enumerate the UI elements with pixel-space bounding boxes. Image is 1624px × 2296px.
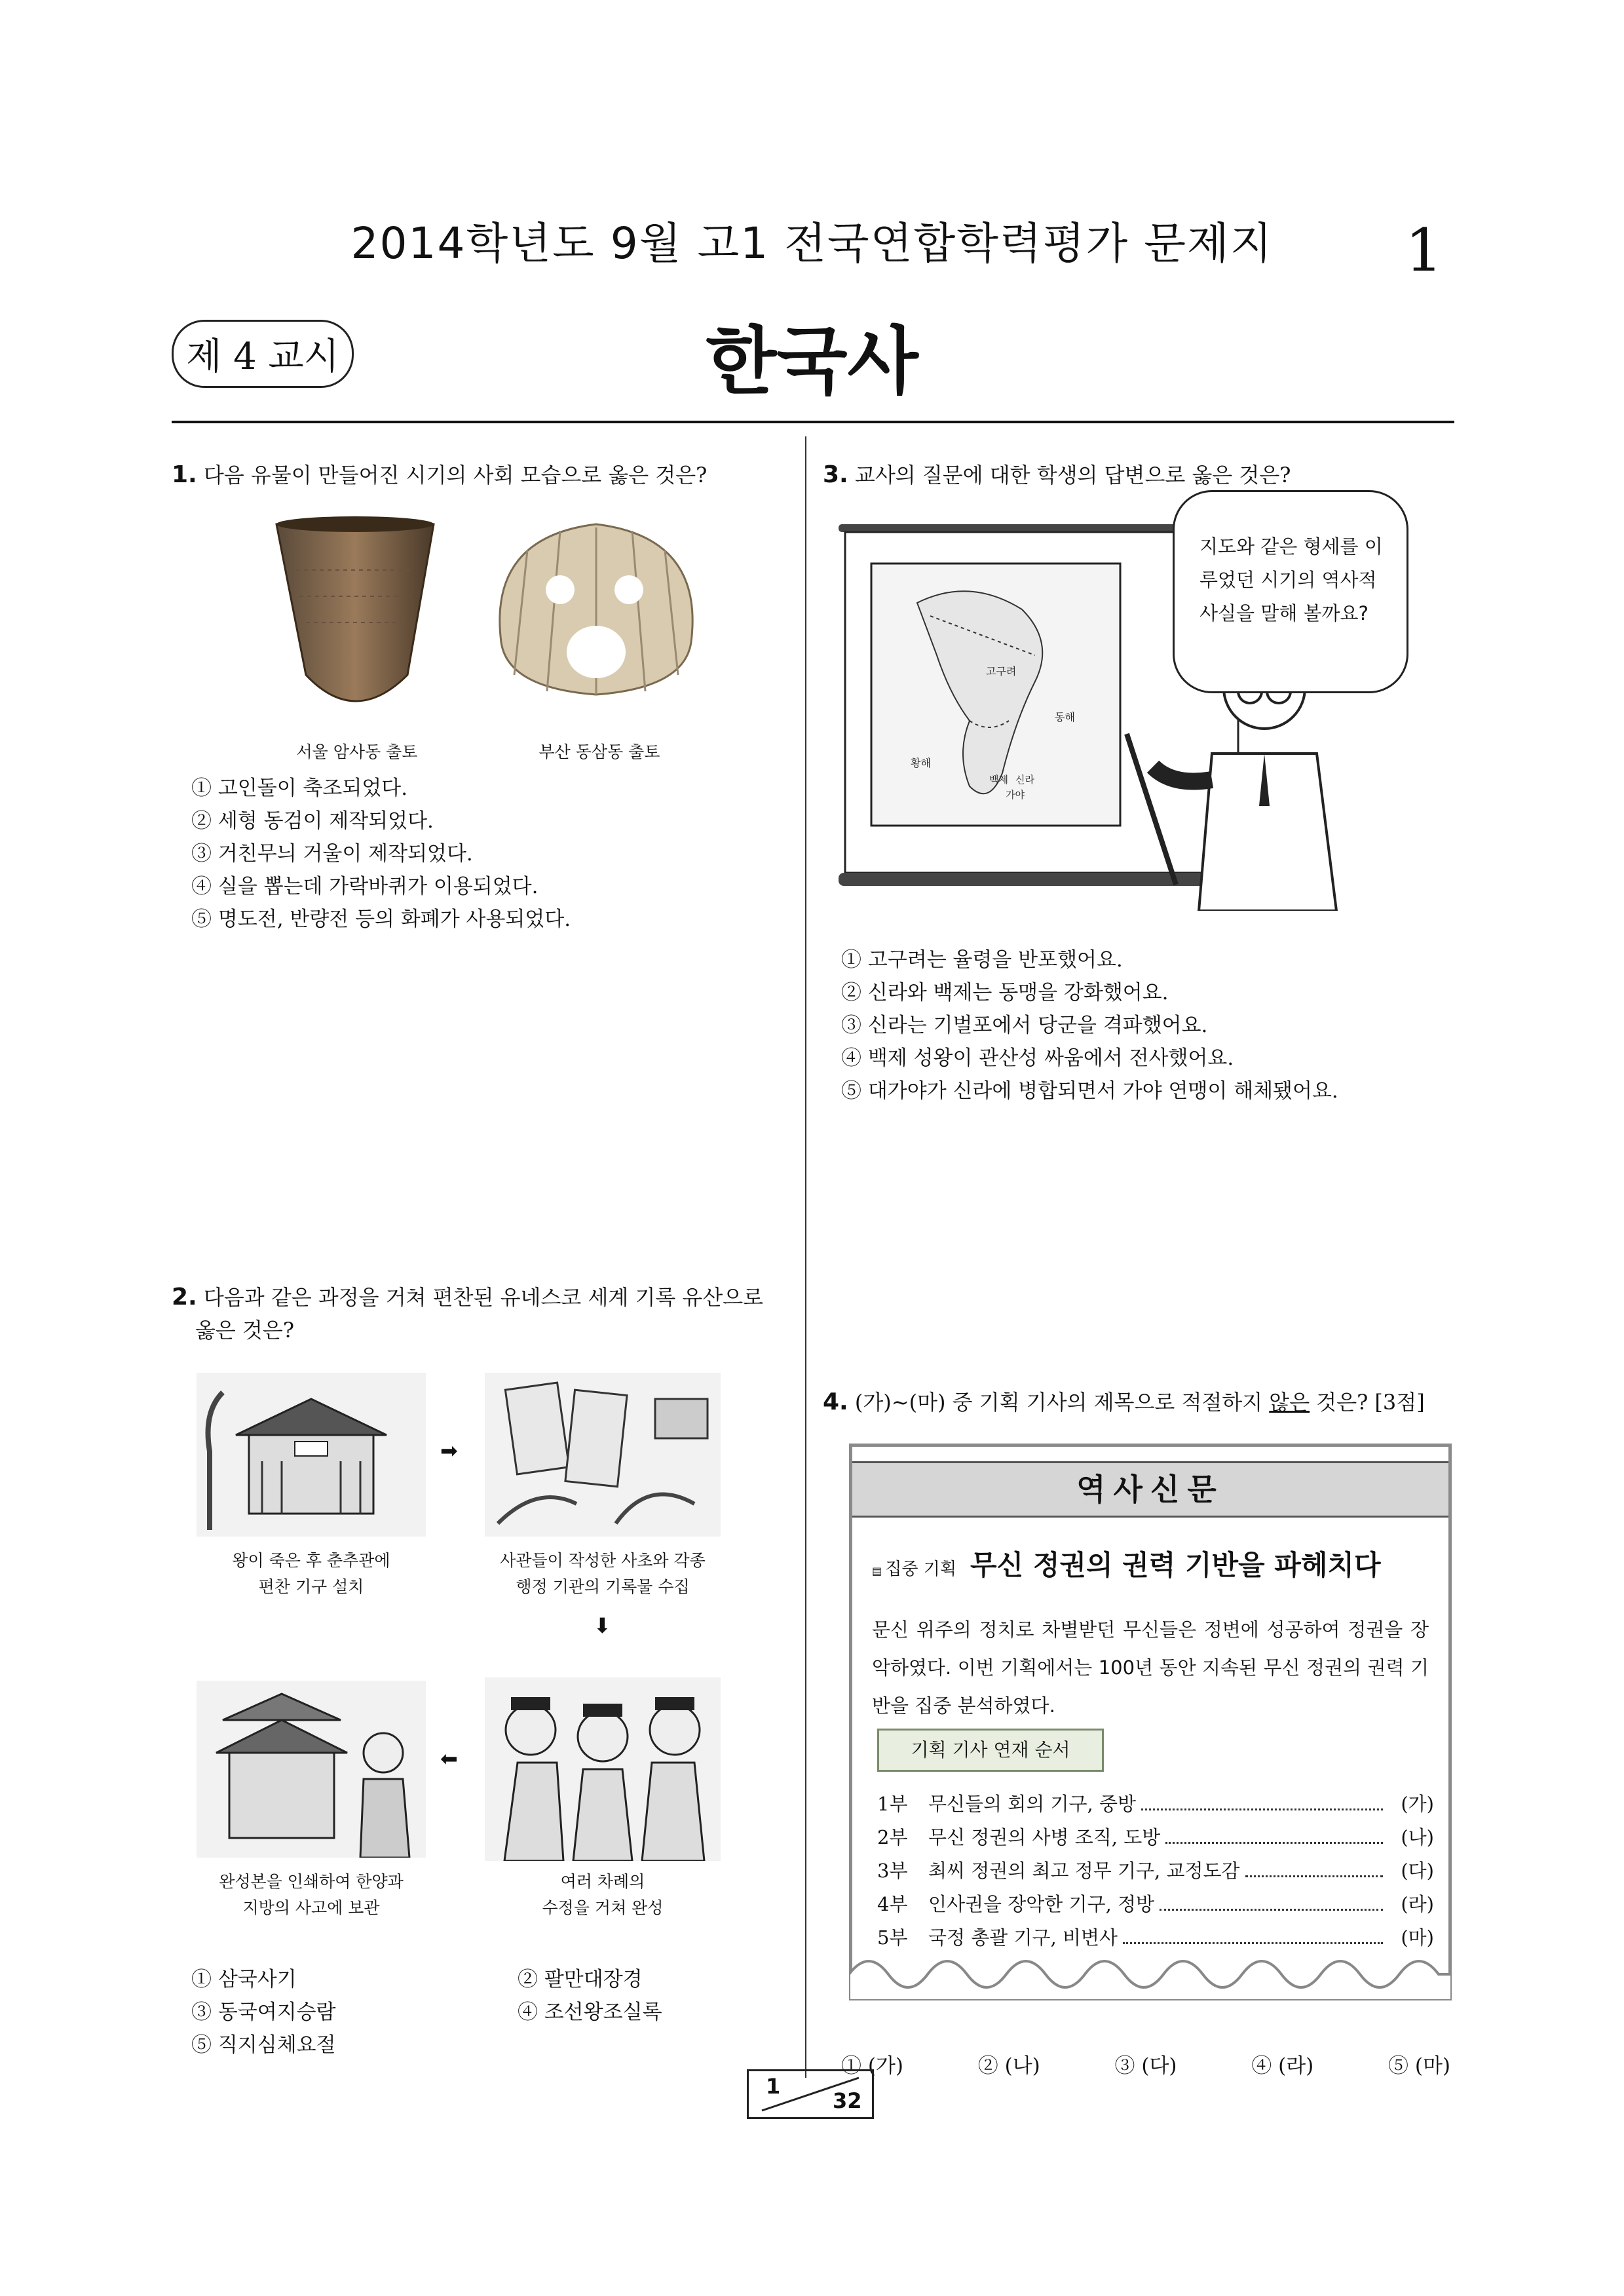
part-label: (가): [1401, 1793, 1434, 1815]
part-number: 1부: [877, 1793, 908, 1815]
scholars-revising-image: [485, 1677, 721, 1861]
column-divider: [805, 436, 806, 2078]
bubble-line-3: 사실을 말해 볼까요?: [1199, 602, 1369, 624]
map-label-baekje: 백제: [989, 774, 1008, 786]
q1-caption-2: 부산 동삼동 출토: [538, 742, 660, 761]
q2-choice-4[interactable]: ④ 조선왕조실록: [518, 2000, 662, 2024]
q2-step2-line2: 행정 기관의 기록물 수집: [516, 1577, 690, 1596]
map-label-goguryeo: 고구려: [986, 665, 1017, 678]
part-label: (라): [1401, 1893, 1434, 1915]
q2-number: 2.: [172, 1284, 197, 1311]
q4-question: [823, 1386, 1425, 1419]
torn-edge-decoration: [849, 1948, 1452, 2000]
q3-choice-2[interactable]: ② 신라와 백제는 동맹을 강화했어요.: [841, 981, 1169, 1004]
part-label: (마): [1401, 1926, 1434, 1949]
series-part: [877, 1854, 1434, 1888]
map-label-gaya: 가야: [1006, 789, 1025, 801]
chunchugwan-building-image: [197, 1373, 426, 1537]
q2-step2-caption: [478, 1548, 727, 1600]
q1-choice-5[interactable]: ⑤ 명도전, 반량전 등의 화폐가 사용되었다.: [191, 908, 571, 931]
q2-step1-line1: 왕이 죽은 후 춘추관에: [232, 1551, 390, 1570]
sago-storage-image: [197, 1681, 426, 1858]
q4-choices: [841, 2050, 1450, 2082]
part-label: (나): [1401, 1826, 1434, 1848]
q2-text-line1: 다음과 같은 과정을 거쳐 편찬된 유네스코 세계 기록 유산으로: [203, 1285, 764, 1310]
page-number: 1: [1405, 216, 1443, 285]
q2-step3-line2: 수정을 거쳐 완성: [542, 1898, 664, 1917]
series-order-label: 기획 기사 연재 순서: [877, 1729, 1104, 1772]
series-parts-list: [877, 1788, 1434, 1955]
part-title: 무신들의 회의 기구, 중방: [928, 1793, 1137, 1815]
q2-step1-line2: 편찬 기구 설치: [258, 1577, 364, 1596]
q4-text-underlined: 않은: [1269, 1390, 1310, 1415]
leader-dots: [1245, 1854, 1383, 1877]
q2-step2-line1: 사관들이 작성한 사초와 각종: [500, 1551, 706, 1570]
q1-number: 1.: [172, 461, 197, 488]
series-part: [877, 1821, 1434, 1854]
q1-question: [172, 459, 707, 491]
q3-question: [823, 459, 1291, 491]
q1-text: 다음 유물이 만들어진 시기의 사회 모습으로 옳은 것은?: [203, 463, 708, 488]
feature-body: 문신 위주의 정치로 차별받던 무신들은 정변에 성공하여 정권을 장악하였다. 이번 기획에서는 100년 동안 지속된 무신 정권의 권력 기반을 집중 분석하였다.: [872, 1618, 1429, 1717]
period-label: 제 4 교시: [172, 320, 354, 388]
q2-choice-5[interactable]: ⑤ 직지심체요절: [191, 2033, 336, 2057]
arrow-left-icon: ⬅: [440, 1746, 458, 1771]
q2-question: [172, 1281, 801, 1347]
bubble-line-1: 지도와 같은 형세를 이: [1199, 535, 1383, 558]
q1-choice-2[interactable]: ② 세형 동검이 제작되었다.: [191, 809, 434, 833]
feature-headline: 무신 정권의 권력 기반을 파헤치다: [970, 1549, 1381, 1581]
q3-number: 3.: [823, 461, 848, 488]
q3-choice-4[interactable]: ④ 백제 성왕이 관산성 싸움에서 전사했어요.: [841, 1046, 1234, 1070]
q3-text: 교사의 질문에 대한 학생의 답변으로 옳은 것은?: [854, 463, 1291, 488]
q2-text-line2: 옳은 것은?: [195, 1318, 294, 1343]
exam-title: 2014학년도 9월 고1 전국연합학력평가 문제지: [350, 218, 1274, 269]
current-page: 1: [766, 2074, 781, 2099]
q2-step3-caption: [478, 1869, 727, 1921]
part-number: 3부: [877, 1860, 908, 1882]
leader-dots: [1141, 1788, 1383, 1810]
newspaper-name: 역사신문: [852, 1461, 1448, 1518]
q1-caption-1: 서울 암사동 출토: [296, 742, 418, 761]
q1-choice-1[interactable]: ① 고인돌이 축조되었다.: [191, 776, 408, 800]
leader-dots: [1160, 1888, 1383, 1911]
bubble-line-2: 루었던 시기의 역사적: [1199, 569, 1377, 591]
q4-text-before: (가)~(마) 중 기획 기사의 제목으로 적절하지: [854, 1390, 1270, 1415]
records-collection-image: [485, 1373, 721, 1537]
q4-choice-5[interactable]: ⑤ (마): [1388, 2054, 1450, 2078]
q3-choice-1[interactable]: ① 고구려는 율령을 반포했어요.: [841, 948, 1123, 972]
q4-choice-3[interactable]: ③ (다): [1114, 2054, 1177, 2078]
part-title: 국정 총괄 기구, 비변사: [928, 1926, 1118, 1949]
leader-dots: [1165, 1821, 1383, 1844]
q2-step4-line1: 완성본을 인쇄하여 한양과: [219, 1872, 404, 1891]
q1-choice-4[interactable]: ④ 실을 뽑는데 가락바퀴가 이용되었다.: [191, 875, 538, 898]
q2-step1-caption: [197, 1548, 426, 1600]
q2-choice-2[interactable]: ② 팔만대장경: [518, 1968, 643, 1991]
part-number: 4부: [877, 1893, 908, 1915]
q2-step4-line2: 지방의 사고에 보관: [242, 1898, 380, 1917]
series-part: [877, 1888, 1434, 1921]
header-divider: [172, 421, 1454, 423]
map-label-yellow-sea: 황해: [911, 757, 931, 769]
q3-choice-3[interactable]: ③ 신라는 기벌포에서 당군을 격파했어요.: [841, 1014, 1208, 1037]
teacher-speech-bubble: [1173, 490, 1408, 693]
list-icon: ▤: [872, 1565, 882, 1577]
q2-step3-line1: 여러 차례의: [560, 1872, 645, 1891]
map-label-silla: 신라: [1015, 774, 1034, 786]
q2-choice-3[interactable]: ③ 동국여지승람: [191, 2000, 336, 2024]
q4-choice-4[interactable]: ④ (라): [1251, 2054, 1314, 2078]
q4-number: 4.: [823, 1388, 848, 1415]
q4-text-after: 것은? [3점]: [1310, 1390, 1425, 1415]
total-pages: 32: [833, 2088, 862, 2113]
part-number: 2부: [877, 1826, 908, 1848]
feature-tag: 집중 기획: [885, 1559, 956, 1579]
leader-dots: [1123, 1921, 1383, 1944]
part-title: 최씨 정권의 최고 정무 기구, 교정도감: [928, 1860, 1240, 1882]
newspaper-box: [849, 1444, 1452, 2000]
part-title: 무신 정권의 사병 조직, 도방: [928, 1826, 1161, 1848]
part-title: 인사권을 장악한 기구, 정방: [928, 1893, 1155, 1915]
q3-choice-5[interactable]: ⑤ 대가야가 신라에 병합되면서 가야 연맹이 해체됐어요.: [841, 1079, 1338, 1103]
q1-choice-3[interactable]: ③ 거친무늬 거울이 제작되었다.: [191, 842, 473, 866]
map-label-east-sea: 동해: [1055, 711, 1075, 723]
shell-mask-image: [488, 511, 704, 701]
arrow-right-icon: ➡: [440, 1438, 458, 1463]
feature-heading: [872, 1544, 1381, 1583]
part-label: (다): [1401, 1860, 1434, 1882]
page-indicator: [747, 2069, 874, 2119]
q4-choice-1[interactable]: ① (가): [841, 2054, 903, 2078]
q4-choice-2[interactable]: ② (나): [977, 2054, 1040, 2078]
subject-title: 한국사: [706, 319, 918, 404]
part-number: 5부: [877, 1926, 908, 1949]
series-part: [877, 1788, 1434, 1821]
q2-choice-1[interactable]: ① 삼국사기: [191, 1968, 297, 1991]
pottery-image: [270, 511, 440, 727]
arrow-down-icon: ⬇: [594, 1613, 611, 1638]
q2-step4-caption: [197, 1869, 426, 1921]
